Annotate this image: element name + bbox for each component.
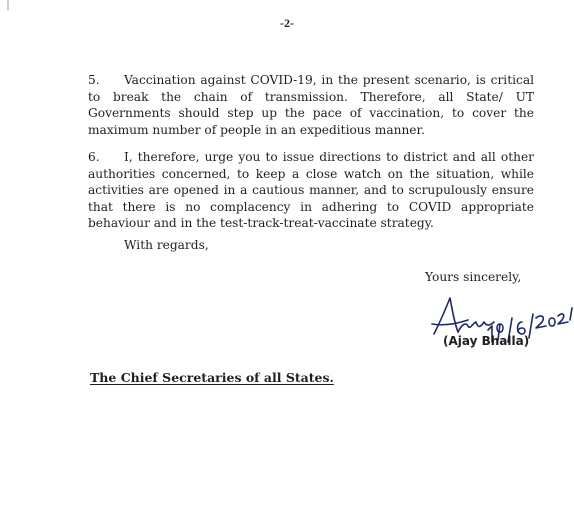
paragraph-5	[88, 72, 534, 138]
paragraph-5-number: 5.	[88, 73, 100, 87]
signer-name: (Ajay Bhalla)	[443, 334, 530, 348]
paragraph-6-number: 6.	[88, 150, 100, 164]
page-number: -2-	[280, 16, 294, 30]
paragraph-6-text: I, therefore, urge you to issue directions to district and all other authorities concerned, to keep a close watch on the situation, while activities are opened in a cautious manner, and to scrupulously ensure that there is no complacency in adhering to COVID appropriate behaviour and in the test-track-treat-vaccinate strategy.	[88, 150, 534, 230]
paragraph-6	[88, 149, 534, 232]
scan-edge-mark	[6, 0, 10, 10]
paragraph-5-text: Vaccination against COVID-19, in the present scenario, is critical to break the chain of transmission. Therefore, all State/ UT Governments should step up the pace of vaccination, to cover the maximum number of people in an expeditious manner.	[88, 73, 534, 137]
regards-line: With regards,	[124, 238, 209, 252]
closing-line: Yours sincerely,	[425, 270, 522, 284]
addressee-line: The Chief Secretaries of all States.	[90, 370, 334, 385]
